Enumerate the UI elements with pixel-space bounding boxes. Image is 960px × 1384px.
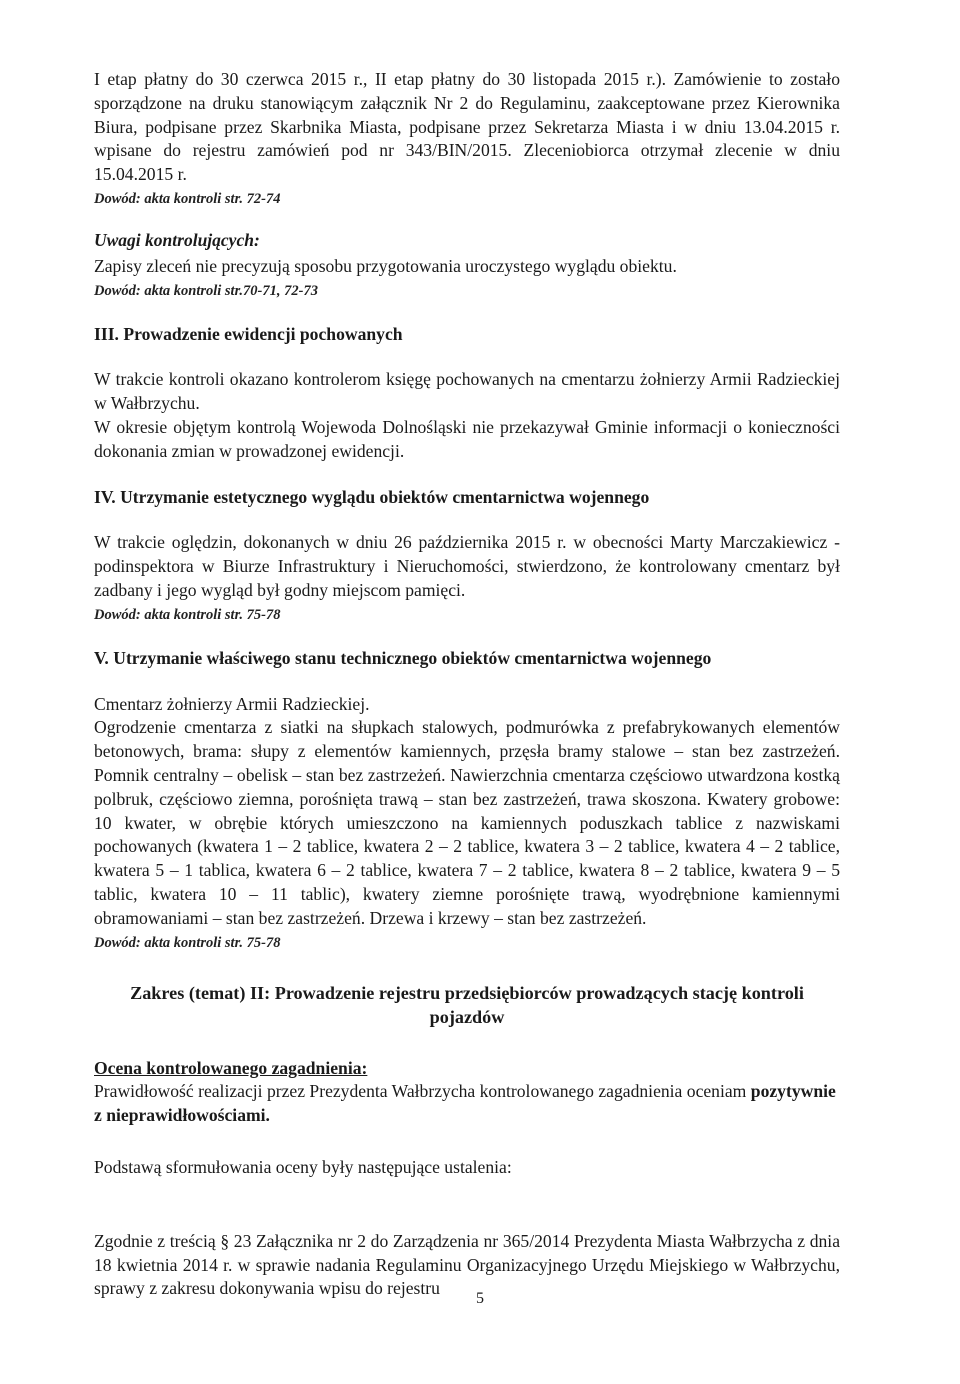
intro-paragraph: I etap płatny do 30 czerwca 2015 r., II etap płatny do 30 listopada 2015 r.). Zamówienie to zostało sporządzone na druku stanowiącym załącznik Nr 2 do Regulaminu, zaakceptowane przez Kierownika Biura, podpisane przez Skarbnika Miasta, podpisane przez Sekretarza Miasta i w dniu 13.04.2015 r. wpisane do rejestru zamówień pod nr 343/BIN/2015. Zleceniobiorca otrzymał zlecenie w dniu 15.04.2015 r. bbox=[94, 69, 840, 185]
assessment-heading-text: Ocena kontrolowanego zagadnienia: bbox=[94, 1057, 368, 1078]
assessment-heading bbox=[94, 1057, 840, 1081]
assessment-result: pozytywnie z nieprawidłowościami. bbox=[94, 1081, 836, 1126]
section-5-paragraph: Ogrodzenie cmentarza z siatki na słupkach stalowych, podmurówka z prefabrykowanych elementów betonowych, brama: słupy z elementów kamiennych, przęsła bramy stalowe – stan bez zastrzeżeń. Pomnik centralny – obelisk – stan bez zastrzeżeń. Nawierzchnia cmentarza częściowo utwardzona kostką polbruk, częściowo ziemna, porośnięta trawą – stan bez zastrzeżeń, trawa skoszona. Kwatery grobowe: 10 kwater, w obrębie których umieszczono na kamiennych poduszkach tablice z nazwiskami pochowanych (kwatera 1 – 2 tablice, kwatera 2 – 2 tablice, kwatera 3 – 2 tablice, kwatera 4 – 2 tablice, kwatera 5 – 1 tablica, kwatera 6 – 2 tablice, kwatera 7 – 2 tablice, kwatera 8 – 2 tablice, kwatera 9 – 5 tablic, kwatera 10 – 11 tablic), kwatery ziemne porośnięte trawą, wyodrębnione kamiennymi obramowaniami – stan bez zastrzeżeń. Drzewa i krzewy – stan bez zastrzeżeń. bbox=[94, 717, 840, 928]
assessment-paragraph bbox=[94, 1080, 840, 1128]
section-5-line: Cmentarz żołnierzy Armii Radzieckiej. bbox=[94, 693, 370, 714]
assessment-text: Prawidłowość realizacji przez Prezydenta Wałbrzycha kontrolowanego zagadnienia oceniam bbox=[94, 1081, 747, 1102]
page-number: 5 bbox=[476, 1290, 484, 1307]
section-3-paragraph: W okresie objętym kontrolą Wojewoda Dolnośląski nie przekazywał Gminie informacji o konieczności dokonania zmian w prowadzonej ewidencji. bbox=[94, 416, 840, 461]
section-3-heading: III. Prowadzenie ewidencji pochowanych bbox=[94, 323, 403, 344]
remarks-heading: Uwagi kontrolujących: bbox=[94, 229, 260, 250]
evidence-reference: Dowód: akta kontroli str.70-71, 72-73 bbox=[94, 282, 318, 299]
section-5-heading: V. Utrzymanie właściwego stanu technicznego obiektów cmentarnictwa wojennego bbox=[94, 647, 712, 668]
page-content bbox=[94, 68, 840, 1301]
section-4-paragraph: W trakcie oględzin, dokonanych w dniu 26 października 2015 r. w obecności Marty Marczakiewicz - podinspektora w Biurze Infrastruktury i Nieruchomości, stwierdzono, że kontrolowany cmentarz był zadbany i jego wygląd był godny miejscom pamięci. bbox=[94, 532, 840, 600]
section-3-paragraph: W trakcie kontroli okazano kontrolerom księgę pochowanych na cmentarzu żołnierzy Armii Radzieckiej w Wałbrzychu. bbox=[94, 369, 840, 414]
basis-statement: Podstawą sformułowania oceny były następujące ustalenia: bbox=[94, 1156, 512, 1177]
evidence-reference: Dowód: akta kontroli str. 72-74 bbox=[94, 190, 281, 207]
section-4-heading: IV. Utrzymanie estetycznego wyglądu obiektów cmentarnictwa wojennego bbox=[94, 486, 650, 507]
evidence-reference: Dowód: akta kontroli str. 75-78 bbox=[94, 934, 281, 951]
final-paragraph: Zgodnie z treścią § 23 Załącznika nr 2 do Zarządzenia nr 365/2014 Prezydenta Miasta Wałbrzycha z dnia 18 kwietnia 2014 r. w sprawie nadania Regulaminu Organizacyjnego Urzędu Miejskiego w Wałbrzychu, sprawy z zakresu dokonywania wpisu do rejestru bbox=[94, 1230, 840, 1299]
evidence-reference: Dowód: akta kontroli str. 75-78 bbox=[94, 606, 281, 623]
scope-2-heading: Zakres (temat) II: Prowadzenie rejestru przedsiębiorców prowadzących stację kontroli pojazdów bbox=[130, 982, 804, 1027]
remarks-text: Zapisy zleceń nie precyzują sposobu przygotowania uroczystego wyglądu obiektu. bbox=[94, 255, 677, 276]
